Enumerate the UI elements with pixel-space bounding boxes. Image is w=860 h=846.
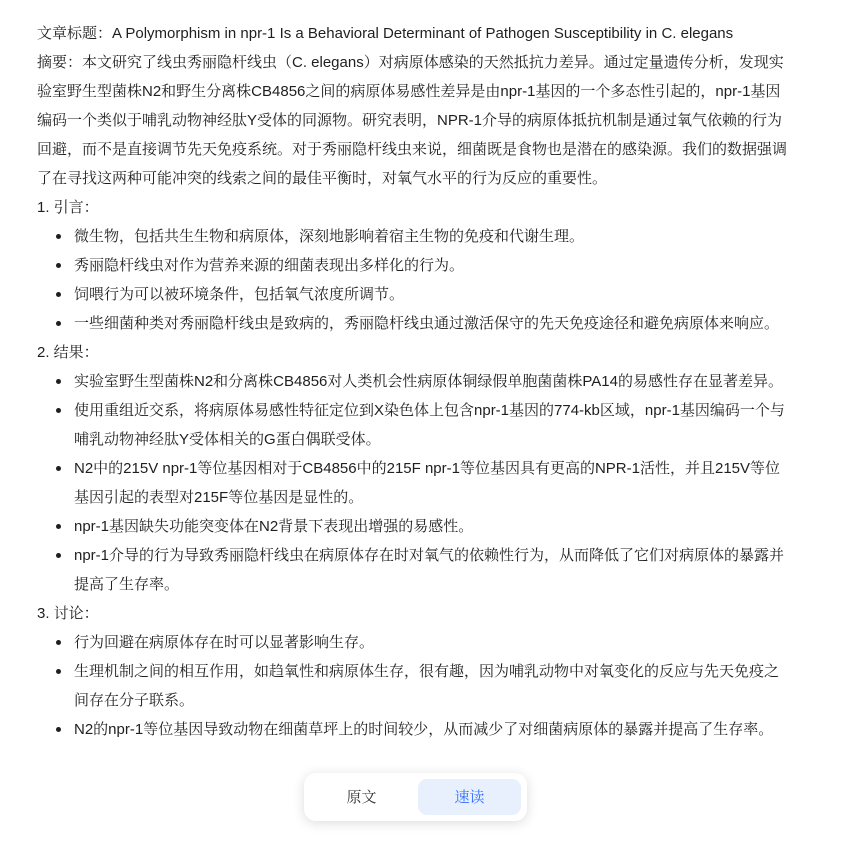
- discussion-list: [37, 628, 787, 744]
- list-item: 一些细菌种类对秀丽隐杆线虫是致病的，秀丽隐杆线虫通过激活保守的先天免疫途径和避免病原体来响应。: [74, 309, 787, 338]
- list-item: npr-1基因缺失功能突变体在N2背景下表现出增强的易感性。: [74, 512, 787, 541]
- list-item: 生理机制之间的相互作用，如趋氧性和病原体生存，很有趣，因为哺乳动物中对氧变化的反应与先天免疫之间存在分子联系。: [74, 657, 787, 715]
- section-heading-discussion: 3. 讨论：: [37, 605, 99, 622]
- introduction-list: [37, 222, 787, 338]
- list-item: N2中的215V npr-1等位基因相对于CB4856中的215F npr-1等位基因具有更高的NPR-1活性，并且215V等位基因引起的表型对215F等位基因是显性的。: [74, 454, 787, 512]
- list-item: 行为回避在病原体存在时可以显著影响生存。: [74, 628, 787, 657]
- list-item: 实验室野生型菌株N2和分离株CB4856对人类机会性病原体铜绿假单胞菌菌株PA14的易感性存在显著差异。: [74, 367, 787, 396]
- list-item: 微生物，包括共生生物和病原体，深刻地影响着宿主生物的免疫和代谢生理。: [74, 222, 787, 251]
- list-item: 饲喂行为可以被环境条件，包括氧气浓度所调节。: [74, 280, 787, 309]
- view-mode-toggle: [304, 773, 527, 821]
- list-item: npr-1介导的行为导致秀丽隐杆线虫在病原体存在时对氧气的依赖性行为，从而降低了它们对病原体的暴露并提高了生存率。: [74, 541, 787, 599]
- article-content: [37, 19, 787, 744]
- list-item: 使用重组近交系，将病原体易感性特征定位到X染色体上包含npr-1基因的774-kb区域，npr-1基因编码一个与哺乳动物神经肽Y受体相关的G蛋白偶联受体。: [74, 396, 787, 454]
- original-text-button[interactable]: 原文: [346, 788, 377, 806]
- results-list: [37, 367, 787, 599]
- section-heading-introduction: 1. 引言：: [37, 199, 99, 216]
- article-title: 文章标题：A Polymorphism in npr-1 Is a Behavioral Determinant of Pathogen Susceptibility in C. elegans: [37, 25, 734, 42]
- list-item: N2的npr-1等位基因导致动物在细菌草坪上的时间较少，从而减少了对细菌病原体的暴露并提高了生存率。: [74, 715, 787, 744]
- list-item: 秀丽隐杆线虫对作为营养来源的细菌表现出多样化的行为。: [74, 251, 787, 280]
- article-abstract: 摘要：本文研究了线虫秀丽隐杆线虫（C. elegans）对病原体感染的天然抵抗力差异。通过定量遗传分析，发现实验室野生型菌株N2和野生分离株CB4856之间的病原体易感性差异是由npr-1基因的一个多态性引起的，npr-1基因编码一个类似于哺乳动物神经肽Y受体的同源物。研究表明，NPR-1介导的病原体抵抗机制是通过氧气依赖的行为回避，而不是直接调节先天免疫系统。对于秀丽隐杆线虫来说，细菌既是食物也是潜在的感染源。我们的数据强调了在寻找这两种可能冲突的线索之间的最佳平衡时，对氧气水平的行为反应的重要性。: [37, 54, 788, 187]
- speed-read-button[interactable]: 速读: [418, 779, 521, 815]
- section-heading-results: 2. 结果：: [37, 344, 99, 361]
